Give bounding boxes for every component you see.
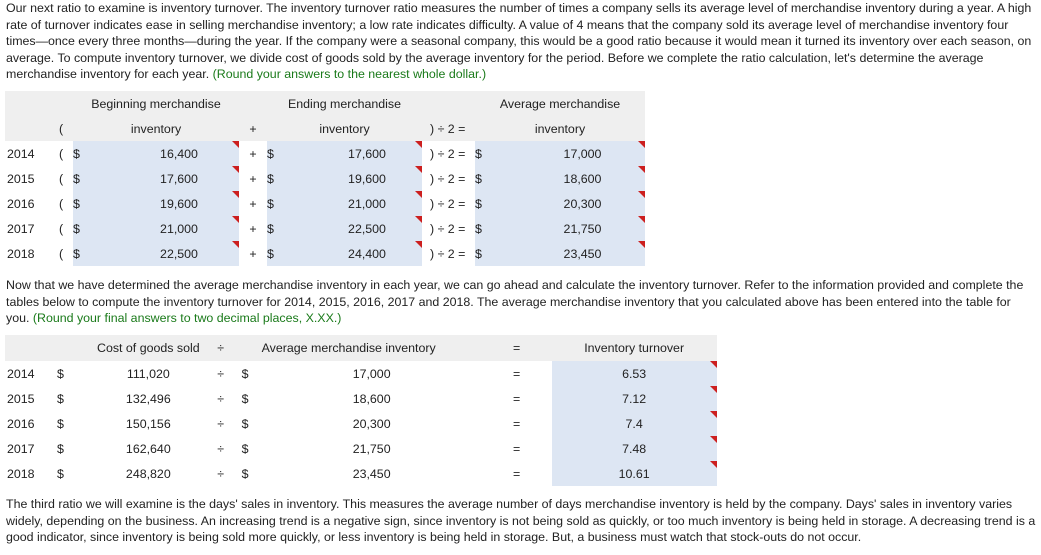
middle-text: Now that we have determined the average merchandise inventory in each year, we can go ahead and calculate the inventory turnover. Refer to the information provided and complete the tables below to compute the inventory turnover for 2014, 2015, 2016, 2017 and 2018. The average merchandise inventory that you calculated above has been entered into the table for you.	[6, 278, 1024, 325]
row-open-paren-text: (	[59, 246, 64, 261]
header-cost-of-goods-sold: Cost of goods sold	[97, 335, 200, 361]
row-open-paren-text: (	[59, 146, 64, 161]
inventory-turnover-input[interactable]	[552, 461, 717, 486]
avg-table-row	[5, 241, 645, 266]
inventory-turnover-input[interactable]	[552, 386, 717, 411]
row-equals-text: =	[513, 391, 521, 406]
row-dollar-sign	[73, 191, 119, 216]
beginning-inventory-input[interactable]	[119, 241, 239, 266]
row-dollar-sign	[475, 216, 520, 241]
row-cost-of-goods-sold-text: 150,156	[125, 416, 171, 431]
row-dollar-sign	[475, 191, 520, 216]
row-dollar-sign-text: $	[241, 416, 249, 431]
row-dollar-sign	[267, 166, 312, 191]
average-inventory-input[interactable]	[520, 241, 645, 266]
row-average-inventory-text: 17,000	[352, 366, 391, 381]
row-dollar-sign	[267, 191, 312, 216]
row-open-paren	[59, 241, 73, 266]
row-dollar-sign-text: $	[241, 466, 249, 481]
row-dollar-sign-text: $	[267, 171, 274, 186]
average-inventory-input-text: 23,450	[563, 246, 602, 261]
ending-inventory-input[interactable]	[312, 191, 422, 216]
row-year	[5, 191, 59, 216]
row-equals	[482, 461, 552, 486]
row-average-inventory	[262, 386, 482, 411]
row-divide-text: ÷	[217, 466, 225, 481]
row-year-text: 2014	[7, 146, 35, 161]
answer-flag-icon	[232, 241, 239, 248]
answer-flag-icon	[415, 241, 422, 248]
row-divide-two-text: ) ÷ 2 =	[430, 146, 466, 161]
closing-text: The third ratio we will examine is the days' sales in inventory. This measures the average number of days merchandise inventory is held by the company. Days' sales in inventory varies widely, depending on the business. An increasing trend is a negative sign, since inventory is not being sold as quickly, or too much inventory is being held in storage. A decreasing trend is a good indicator, since inventory is being sold more quickly, or less inventory is being held in storage. But, a business must watch that stock-outs do not occur.	[6, 497, 1036, 544]
answer-flag-icon	[415, 141, 422, 148]
beginning-inventory-input-text: 22,500	[160, 246, 198, 261]
row-open-paren-text: (	[59, 196, 64, 211]
average-inventory-input-text: 20,300	[563, 196, 602, 211]
row-dollar-sign-text: $	[57, 416, 64, 431]
row-year	[5, 141, 59, 166]
row-plus	[239, 141, 267, 166]
row-dollar-sign	[475, 241, 520, 266]
row-equals-text: =	[513, 441, 521, 456]
row-cost-of-goods-sold-text: 132,496	[125, 391, 171, 406]
row-equals-text: =	[513, 466, 521, 481]
header-divide-two: ) ÷ 2 =	[430, 116, 475, 141]
row-dollar-sign	[73, 216, 119, 241]
row-dollar-sign-text: $	[267, 146, 274, 161]
header-beginning-inventory: Beginning merchandise	[73, 91, 239, 116]
row-year	[5, 436, 57, 461]
row-open-paren	[59, 216, 73, 241]
average-inventory-input-text: 18,600	[563, 171, 602, 186]
answer-flag-icon	[232, 141, 239, 148]
row-year-text: 2015	[7, 391, 35, 406]
row-divide	[200, 436, 242, 461]
header-ending-inventory-sub: inventory	[267, 116, 422, 141]
middle-rounding-note: (Round your final answers to two decimal places, X.XX.)	[32, 311, 342, 325]
row-year-text: 2018	[7, 246, 35, 261]
row-year-text: 2017	[7, 221, 35, 236]
row-dollar-sign	[57, 361, 97, 386]
average-inventory-table	[5, 91, 645, 266]
row-dollar-sign-text: $	[57, 391, 64, 406]
middle-paragraph	[6, 277, 1036, 327]
inventory-turnover-input-text: 6.53	[622, 366, 647, 381]
row-dollar-sign	[242, 461, 262, 486]
row-equals	[482, 386, 552, 411]
avg-table-row	[5, 166, 645, 191]
beginning-inventory-input[interactable]	[119, 216, 239, 241]
turnover-table-row	[5, 461, 717, 486]
beginning-inventory-input[interactable]	[119, 166, 239, 191]
turnover-table-row	[5, 361, 717, 386]
average-inventory-input-text: 21,750	[563, 221, 602, 236]
row-year-text: 2015	[7, 171, 35, 186]
row-dollar-sign	[242, 361, 262, 386]
header-equals: =	[482, 335, 552, 361]
answer-flag-icon	[710, 386, 717, 393]
closing-paragraph	[6, 496, 1036, 546]
turnover-table-row	[5, 436, 717, 461]
row-divide-two-text: ) ÷ 2 =	[430, 171, 466, 186]
row-cost-of-goods-sold-text: 162,640	[125, 441, 171, 456]
row-cost-of-goods-sold	[97, 361, 200, 386]
header-plus: +	[239, 116, 267, 141]
row-dollar-sign	[242, 436, 262, 461]
row-year-text: 2017	[7, 441, 35, 456]
row-year-text: 2014	[7, 366, 35, 381]
row-dollar-sign	[267, 141, 312, 166]
turnover-table-header-row	[5, 335, 717, 361]
row-equals-text: =	[513, 416, 521, 431]
row-open-paren	[59, 191, 73, 216]
row-dollar-sign-text: $	[475, 246, 482, 261]
answer-flag-icon	[415, 191, 422, 198]
inventory-turnover-input[interactable]	[552, 361, 717, 386]
row-dollar-sign	[57, 386, 97, 411]
row-equals	[482, 436, 552, 461]
row-cost-of-goods-sold-text: 111,020	[126, 366, 170, 381]
row-dollar-sign-text: $	[475, 196, 482, 211]
inventory-turnover-input[interactable]	[552, 411, 717, 436]
row-average-inventory-text: 20,300	[352, 416, 391, 431]
beginning-inventory-input-text: 21,000	[160, 221, 198, 236]
row-plus	[239, 166, 267, 191]
ending-inventory-input[interactable]	[312, 216, 422, 241]
average-inventory-input-text: 17,000	[563, 146, 602, 161]
row-cost-of-goods-sold	[97, 386, 200, 411]
intro-paragraph	[6, 0, 1036, 83]
row-divide-two-text: ) ÷ 2 =	[430, 221, 466, 236]
row-year	[5, 461, 57, 486]
row-dollar-sign-text: $	[73, 196, 80, 211]
answer-flag-icon	[638, 141, 645, 148]
row-dollar-sign-text: $	[73, 246, 80, 261]
row-divide	[200, 461, 242, 486]
beginning-inventory-input[interactable]	[119, 191, 239, 216]
row-year	[5, 216, 59, 241]
row-divide-two-text: ) ÷ 2 =	[430, 246, 466, 261]
row-dollar-sign-text: $	[475, 221, 482, 236]
inventory-turnover-table	[5, 335, 717, 486]
inventory-turnover-input-text: 7.4	[625, 416, 643, 431]
ending-inventory-input-text: 17,600	[348, 146, 386, 161]
row-divide-two-text: ) ÷ 2 =	[430, 196, 466, 211]
row-divide	[200, 361, 242, 386]
answer-flag-icon	[638, 191, 645, 198]
row-dollar-sign-text: $	[73, 171, 80, 186]
row-plus-text: +	[249, 146, 257, 161]
answer-flag-icon	[415, 216, 422, 223]
answer-flag-icon	[710, 461, 717, 468]
row-year	[5, 166, 59, 191]
row-dollar-sign-text: $	[267, 221, 274, 236]
beginning-inventory-input[interactable]	[119, 141, 239, 166]
answer-flag-icon	[232, 191, 239, 198]
row-divide	[200, 411, 242, 436]
row-dollar-sign	[267, 241, 312, 266]
header-average-inventory: Average merchandise inventory	[262, 335, 482, 361]
row-divide-text: ÷	[217, 366, 225, 381]
intro-text: Our next ratio to examine is inventory turnover. The inventory turnover ratio measures the number of times a company sells its average level of merchandise inventory during a year. A high rate of turnover indicates ease in selling merchandise inventory; a low rate indicates difficulty. A value of 4 means that the company sold its average level of merchandise inventory four times—once every three months—during the year. If the company were a seasonal company, this would be a good ratio because it would mean it turned its inventory over each season, on average. To compute inventory turnover, we divide cost of goods sold by the average inventory for the period. Before we complete the ratio calculation, let's determine the average merchandise inventory for each year.	[6, 1, 1032, 81]
answer-flag-icon	[638, 216, 645, 223]
avg-table-row	[5, 191, 645, 216]
row-open-paren-text: (	[59, 171, 64, 186]
row-average-inventory	[262, 361, 482, 386]
beginning-inventory-input-text: 16,400	[160, 146, 198, 161]
answer-flag-icon	[232, 216, 239, 223]
beginning-inventory-input-text: 17,600	[160, 171, 198, 186]
ending-inventory-input-text: 22,500	[348, 221, 386, 236]
avg-table-row	[5, 141, 645, 166]
average-inventory-input[interactable]	[520, 141, 645, 166]
average-inventory-input[interactable]	[520, 166, 645, 191]
ending-inventory-input-text: 19,600	[348, 171, 386, 186]
row-dollar-sign-text: $	[241, 391, 249, 406]
inventory-turnover-input-text: 10.61	[618, 466, 650, 481]
row-year	[5, 361, 57, 386]
row-equals	[482, 411, 552, 436]
header-beginning-inventory-sub: inventory	[73, 116, 239, 141]
row-dollar-sign	[242, 386, 262, 411]
row-divide-text: ÷	[217, 391, 225, 406]
average-inventory-input[interactable]	[520, 216, 645, 241]
row-average-inventory	[262, 436, 482, 461]
answer-flag-icon	[638, 166, 645, 173]
ending-inventory-input-text: 24,400	[348, 246, 386, 261]
row-open-paren	[59, 141, 73, 166]
avg-table-header-row-1	[5, 91, 645, 116]
average-inventory-input[interactable]	[520, 191, 645, 216]
inventory-turnover-input[interactable]	[552, 436, 717, 461]
header-ending-inventory: Ending merchandise	[267, 91, 422, 116]
row-dollar-sign-text: $	[57, 441, 64, 456]
row-plus-text: +	[249, 246, 257, 261]
row-dollar-sign-text: $	[241, 441, 249, 456]
row-dollar-sign-text: $	[475, 146, 482, 161]
row-dollar-sign	[242, 411, 262, 436]
inventory-turnover-input-text: 7.12	[622, 391, 647, 406]
row-year-text: 2018	[7, 466, 35, 481]
row-dollar-sign-text: $	[267, 196, 274, 211]
row-dollar-sign	[73, 241, 119, 266]
row-year-text: 2016	[7, 416, 35, 431]
row-average-inventory	[262, 461, 482, 486]
row-year	[5, 411, 57, 436]
row-dollar-sign	[475, 141, 520, 166]
row-dollar-sign-text: $	[475, 171, 482, 186]
row-divide-text: ÷	[217, 416, 225, 431]
row-divide	[200, 386, 242, 411]
beginning-inventory-input-text: 19,600	[160, 196, 198, 211]
row-divide-two	[430, 166, 475, 191]
turnover-table-row	[5, 386, 717, 411]
row-dollar-sign	[57, 436, 97, 461]
row-plus-text: +	[249, 196, 257, 211]
row-average-inventory-text: 21,750	[352, 441, 391, 456]
row-year-text: 2016	[7, 196, 35, 211]
row-divide-two	[430, 191, 475, 216]
ending-inventory-input[interactable]	[312, 141, 422, 166]
row-dollar-sign	[73, 141, 119, 166]
row-dollar-sign-text: $	[57, 466, 64, 481]
answer-flag-icon	[232, 166, 239, 173]
header-inventory-turnover: Inventory turnover	[552, 335, 717, 361]
row-dollar-sign-text: $	[73, 221, 80, 236]
row-divide-text: ÷	[217, 441, 225, 456]
ending-inventory-input-text: 21,000	[348, 196, 386, 211]
row-dollar-sign-text: $	[73, 146, 80, 161]
row-plus	[239, 216, 267, 241]
row-open-paren-text: (	[59, 221, 64, 236]
avg-table-header-row-2	[5, 116, 645, 141]
ending-inventory-input[interactable]	[312, 166, 422, 191]
row-equals-text: =	[513, 366, 521, 381]
row-dollar-sign	[57, 461, 97, 486]
row-dollar-sign	[73, 166, 119, 191]
row-cost-of-goods-sold-text: 248,820	[125, 466, 171, 481]
answer-flag-icon	[638, 241, 645, 248]
row-plus-text: +	[249, 221, 257, 236]
header-divide: ÷	[200, 335, 242, 361]
row-dollar-sign	[267, 216, 312, 241]
row-dollar-sign-text: $	[267, 246, 274, 261]
row-average-inventory-text: 18,600	[352, 391, 391, 406]
turnover-table-row	[5, 411, 717, 436]
row-divide-two	[430, 216, 475, 241]
avg-table-row	[5, 216, 645, 241]
row-average-inventory-text: 23,450	[352, 466, 391, 481]
row-year	[5, 386, 57, 411]
row-average-inventory	[262, 411, 482, 436]
row-plus	[239, 241, 267, 266]
row-open-paren	[59, 166, 73, 191]
intro-rounding-note: (Round your answers to the nearest whole dollar.)	[212, 67, 487, 81]
header-average-inventory: Average merchandise	[475, 91, 645, 116]
row-dollar-sign	[475, 166, 520, 191]
row-dollar-sign-text: $	[57, 366, 64, 381]
answer-flag-icon	[710, 361, 717, 368]
row-dollar-sign	[57, 411, 97, 436]
inventory-turnover-input-text: 7.48	[622, 441, 647, 456]
row-plus	[239, 191, 267, 216]
row-cost-of-goods-sold	[97, 436, 200, 461]
row-cost-of-goods-sold	[97, 411, 200, 436]
ending-inventory-input[interactable]	[312, 241, 422, 266]
answer-flag-icon	[710, 436, 717, 443]
row-equals	[482, 361, 552, 386]
row-divide-two	[430, 141, 475, 166]
row-cost-of-goods-sold	[97, 461, 200, 486]
row-dollar-sign-text: $	[241, 366, 249, 381]
answer-flag-icon	[415, 166, 422, 173]
answer-flag-icon	[710, 411, 717, 418]
header-average-inventory-sub: inventory	[475, 116, 645, 141]
row-year	[5, 241, 59, 266]
row-plus-text: +	[249, 171, 257, 186]
header-open-paren: (	[59, 116, 73, 141]
row-divide-two	[430, 241, 475, 266]
